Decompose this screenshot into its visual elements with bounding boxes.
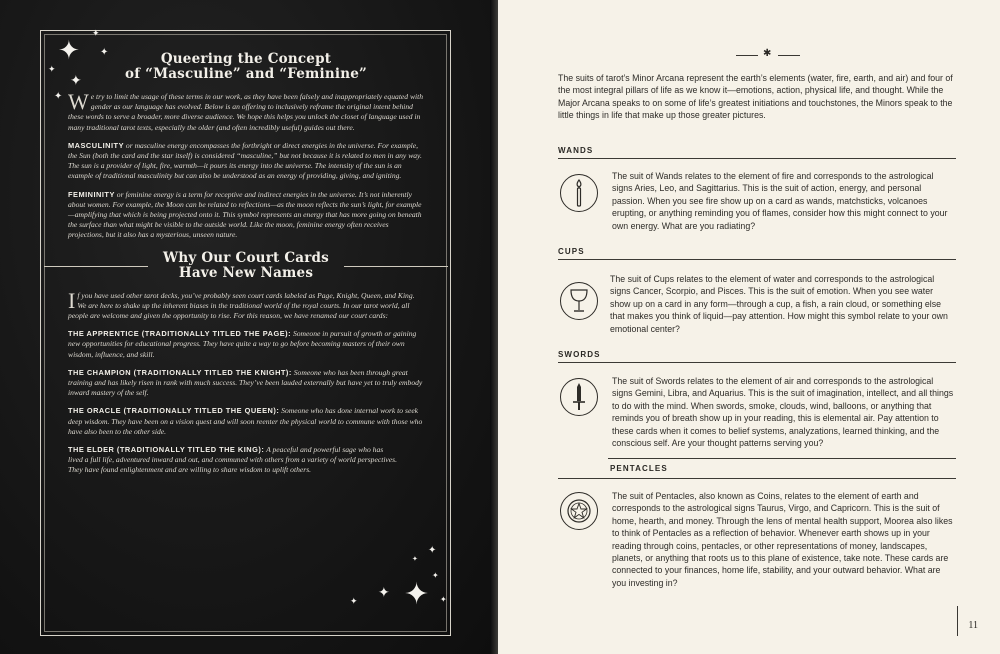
- sparkle-icon: ✦: [350, 597, 358, 607]
- sparkle-icon: ✦: [100, 47, 109, 58]
- sparkle-icon: ✦: [48, 65, 56, 75]
- section-title-queering: Queering the Concept of “Masculine” and “Feminine”: [125, 51, 367, 82]
- term-elder: THE ELDER (TRADITIONALLY TITLED THE KING):: [68, 445, 265, 455]
- sparkle-icon: ✦: [92, 29, 100, 39]
- suit-heading-swords: SWORDS: [558, 350, 956, 363]
- section-title-court-cards: Why Our Court Cards Have New Names: [163, 249, 329, 281]
- masculinity-paragraph: MASCULINITY or masculine energy encompasses the forthright or direct energies in the universe. For example, the Sun (both the card and the star itself) is considered “masculine,” but not because it is related to men in any way. The sun is a provider of light, fire, warmth—it pours its energy into the universe. The intensity of the sun is an example of traditional masculinity but can also be understood as an energy of providing, giving, and igniting.: [68, 140, 422, 181]
- femininity-paragraph: FEMININITY or feminine energy is a term for receptive and indirect energies in the universe. It’s not inherently about women. For example, the Moon can be related to reflections—as the moon reflects the sun’s light, for example—amplifying that which is being projected onto it. This symbol represents an energy that has more going on beneath the surface than what might be visible to the outside world. Like the moon, feminine energy often receives projections, but it also has a mysterious, unseen nature.: [68, 189, 422, 240]
- cup-icon: [560, 282, 598, 320]
- term-masculinity: MASCULINITY: [68, 140, 125, 150]
- court-intro-paragraph: If you have used other tarot decks, you’ve probably seen court cards labeled as Page, Knight, Queen, and King. We are here to shake up the inherent biases in the traditional world of the royal courts. In our tarot world, all people are welcome and given the opportunity to rise. For this reason, we have renamed our court cards:: [68, 287, 415, 321]
- term-champion: THE CHAMPION (TRADITIONALLY TITLED THE KNIGHT):: [68, 367, 292, 377]
- term-oracle: THE ORACLE (TRADITIONALLY TITLED THE QUEEN):: [68, 406, 280, 416]
- term-femininity: FEMININITY: [68, 189, 115, 199]
- section-rule: [608, 458, 956, 459]
- sparkle-icon: ✦: [404, 577, 430, 612]
- champion-paragraph: THE CHAMPION (TRADITIONALLY TITLED THE KNIGHT): Someone who has been through great training and has likely risen in rank with much success. They’ve been lauded externally but have yet to truly embody inward mastery of the self.: [68, 367, 423, 398]
- sword-icon: [560, 378, 598, 416]
- sparkle-icon: ✦: [432, 571, 439, 580]
- right-page: [498, 0, 1000, 654]
- section-divider: [68, 251, 424, 281]
- intro-paragraph: We try to limit the usage of these terms in our work, as they have been falsely and inappropriately equated with gender as our language has evolved. Below is an offering to inclusively reframe the original intent behind these words to serve a broader, more diverse audience. We hope this helps you unlock the closet of language used in many traditional tarot texts, especially the older (and often incredibly useful) guides out there.: [68, 89, 424, 132]
- section-rule: [558, 478, 956, 479]
- suit-text-wands: The suit of Wands relates to the element of fire and corresponds to the astrological signs Aries, Leo, and Sagittarius. This is the suit of action, energy, and personal passion. When you see fire show up on a card as wands, matchsticks, volcanoes erupting, or anything reminding you of flames, consider how this might connect to your own energy. What are you radiating?: [612, 171, 948, 231]
- sparkle-icon: ✦: [428, 545, 437, 556]
- sparkle-icon: ✦: [378, 585, 390, 601]
- pentacle-icon: [560, 492, 598, 530]
- page-number: 11: [968, 620, 978, 631]
- drop-cap: W: [68, 89, 89, 114]
- sparkle-icon: ✦: [412, 555, 418, 563]
- left-page: [0, 0, 498, 654]
- sparkle-icon: ✦: [70, 73, 82, 89]
- apprentice-paragraph: THE APPRENTICE (TRADITIONALLY TITLED THE PAGE): Someone in pursuit of growth or gaining new opportunities for educational progress. They have quite a way to go before becoming masters of their own wisdom, influence, and skill.: [68, 329, 417, 359]
- oracle-paragraph: THE ORACLE (TRADITIONALLY TITLED THE QUEEN): Someone who has done internal work to seek deep wisdom. They have been on a vision quest and will soon reenter the physical world to commune with those who have also been to the other side.: [68, 406, 423, 436]
- suit-heading-cups: CUPS: [558, 247, 956, 260]
- elder-paragraph: THE ELDER (TRADITIONALLY TITLED THE KING): A peaceful and powerful sage who has lived a full life, adventured inward and out, and communed with others from a variety of world perspectives. They have found enlightenment and are willing to share wisdom to uplift others.: [68, 445, 398, 475]
- suit-heading-pentacles: PENTACLES: [610, 464, 668, 473]
- left-page-content: [68, 52, 424, 476]
- header-ornament: [736, 50, 800, 60]
- asterisk-icon: ✱: [763, 48, 772, 59]
- sparkle-icon: ✦: [58, 36, 80, 66]
- sparkle-icon: ✦: [440, 595, 447, 604]
- sparkle-icon: ✦: [54, 91, 63, 102]
- wand-icon: [560, 174, 598, 212]
- page-number-rule: [957, 606, 958, 636]
- suit-heading-wands: WANDS: [558, 146, 956, 159]
- minor-arcana-intro: The suits of tarot’s Minor Arcana represent the earth’s elements (water, fire, earth, and air) and four of the most integral pillars of life as we know it—emotions, action, physical life, and thought. While the Major Arcana speaks to on some of life’s greatest initiations and touchstones, the Minors speak to the little things in life that make up those greater pictures.: [558, 73, 953, 121]
- suit-text-swords: The suit of Swords relates to the element of air and corresponds to the astrological signs Gemini, Libra, and Aquarius. This is the suit of imagination, intellect, and all things to do with the mind. When swords, smoke, clouds, wind, balloons, or anything that reminds you of breath show up in your reading, this is elemental air. Pay attention to these cards when it comes to belief systems, analyzations, learned thinking, and the conscious self. Are your thought patterns serving you?: [612, 376, 954, 449]
- term-apprentice: THE APPRENTICE (TRADITIONALLY TITLED THE PAGE):: [68, 329, 292, 339]
- drop-cap: I: [68, 287, 76, 313]
- suit-text-cups: The suit of Cups relates to the element of water and corresponds to the astrological signs Cancer, Scorpio, and Pisces. This is the suit of emotion. When you see water show up on a card in any form—through a cup, a fish, a rain cloud, or something else that makes you think of liquid—pay attention. How might this symbol relate to your own emotional center?: [610, 274, 948, 334]
- suit-text-pentacles: The suit of Pentacles, also known as Coins, relates to the element of earth and corresponds to the astrological signs Taurus, Virgo, and Capricorn. This is the suit of home, hearth, and money. Through the lens of mental health support, Moorea also likes to think of Pentacles as a reflection of behavior. Whenever earth shows up in your reading through coins, pentacles, or other representations of money, landscapes, planets, or anything that roots us to this plane of existence, take note. These cards are connected to your finances, home life, stability, and your outward behavior. What are you investing in?: [612, 491, 953, 588]
